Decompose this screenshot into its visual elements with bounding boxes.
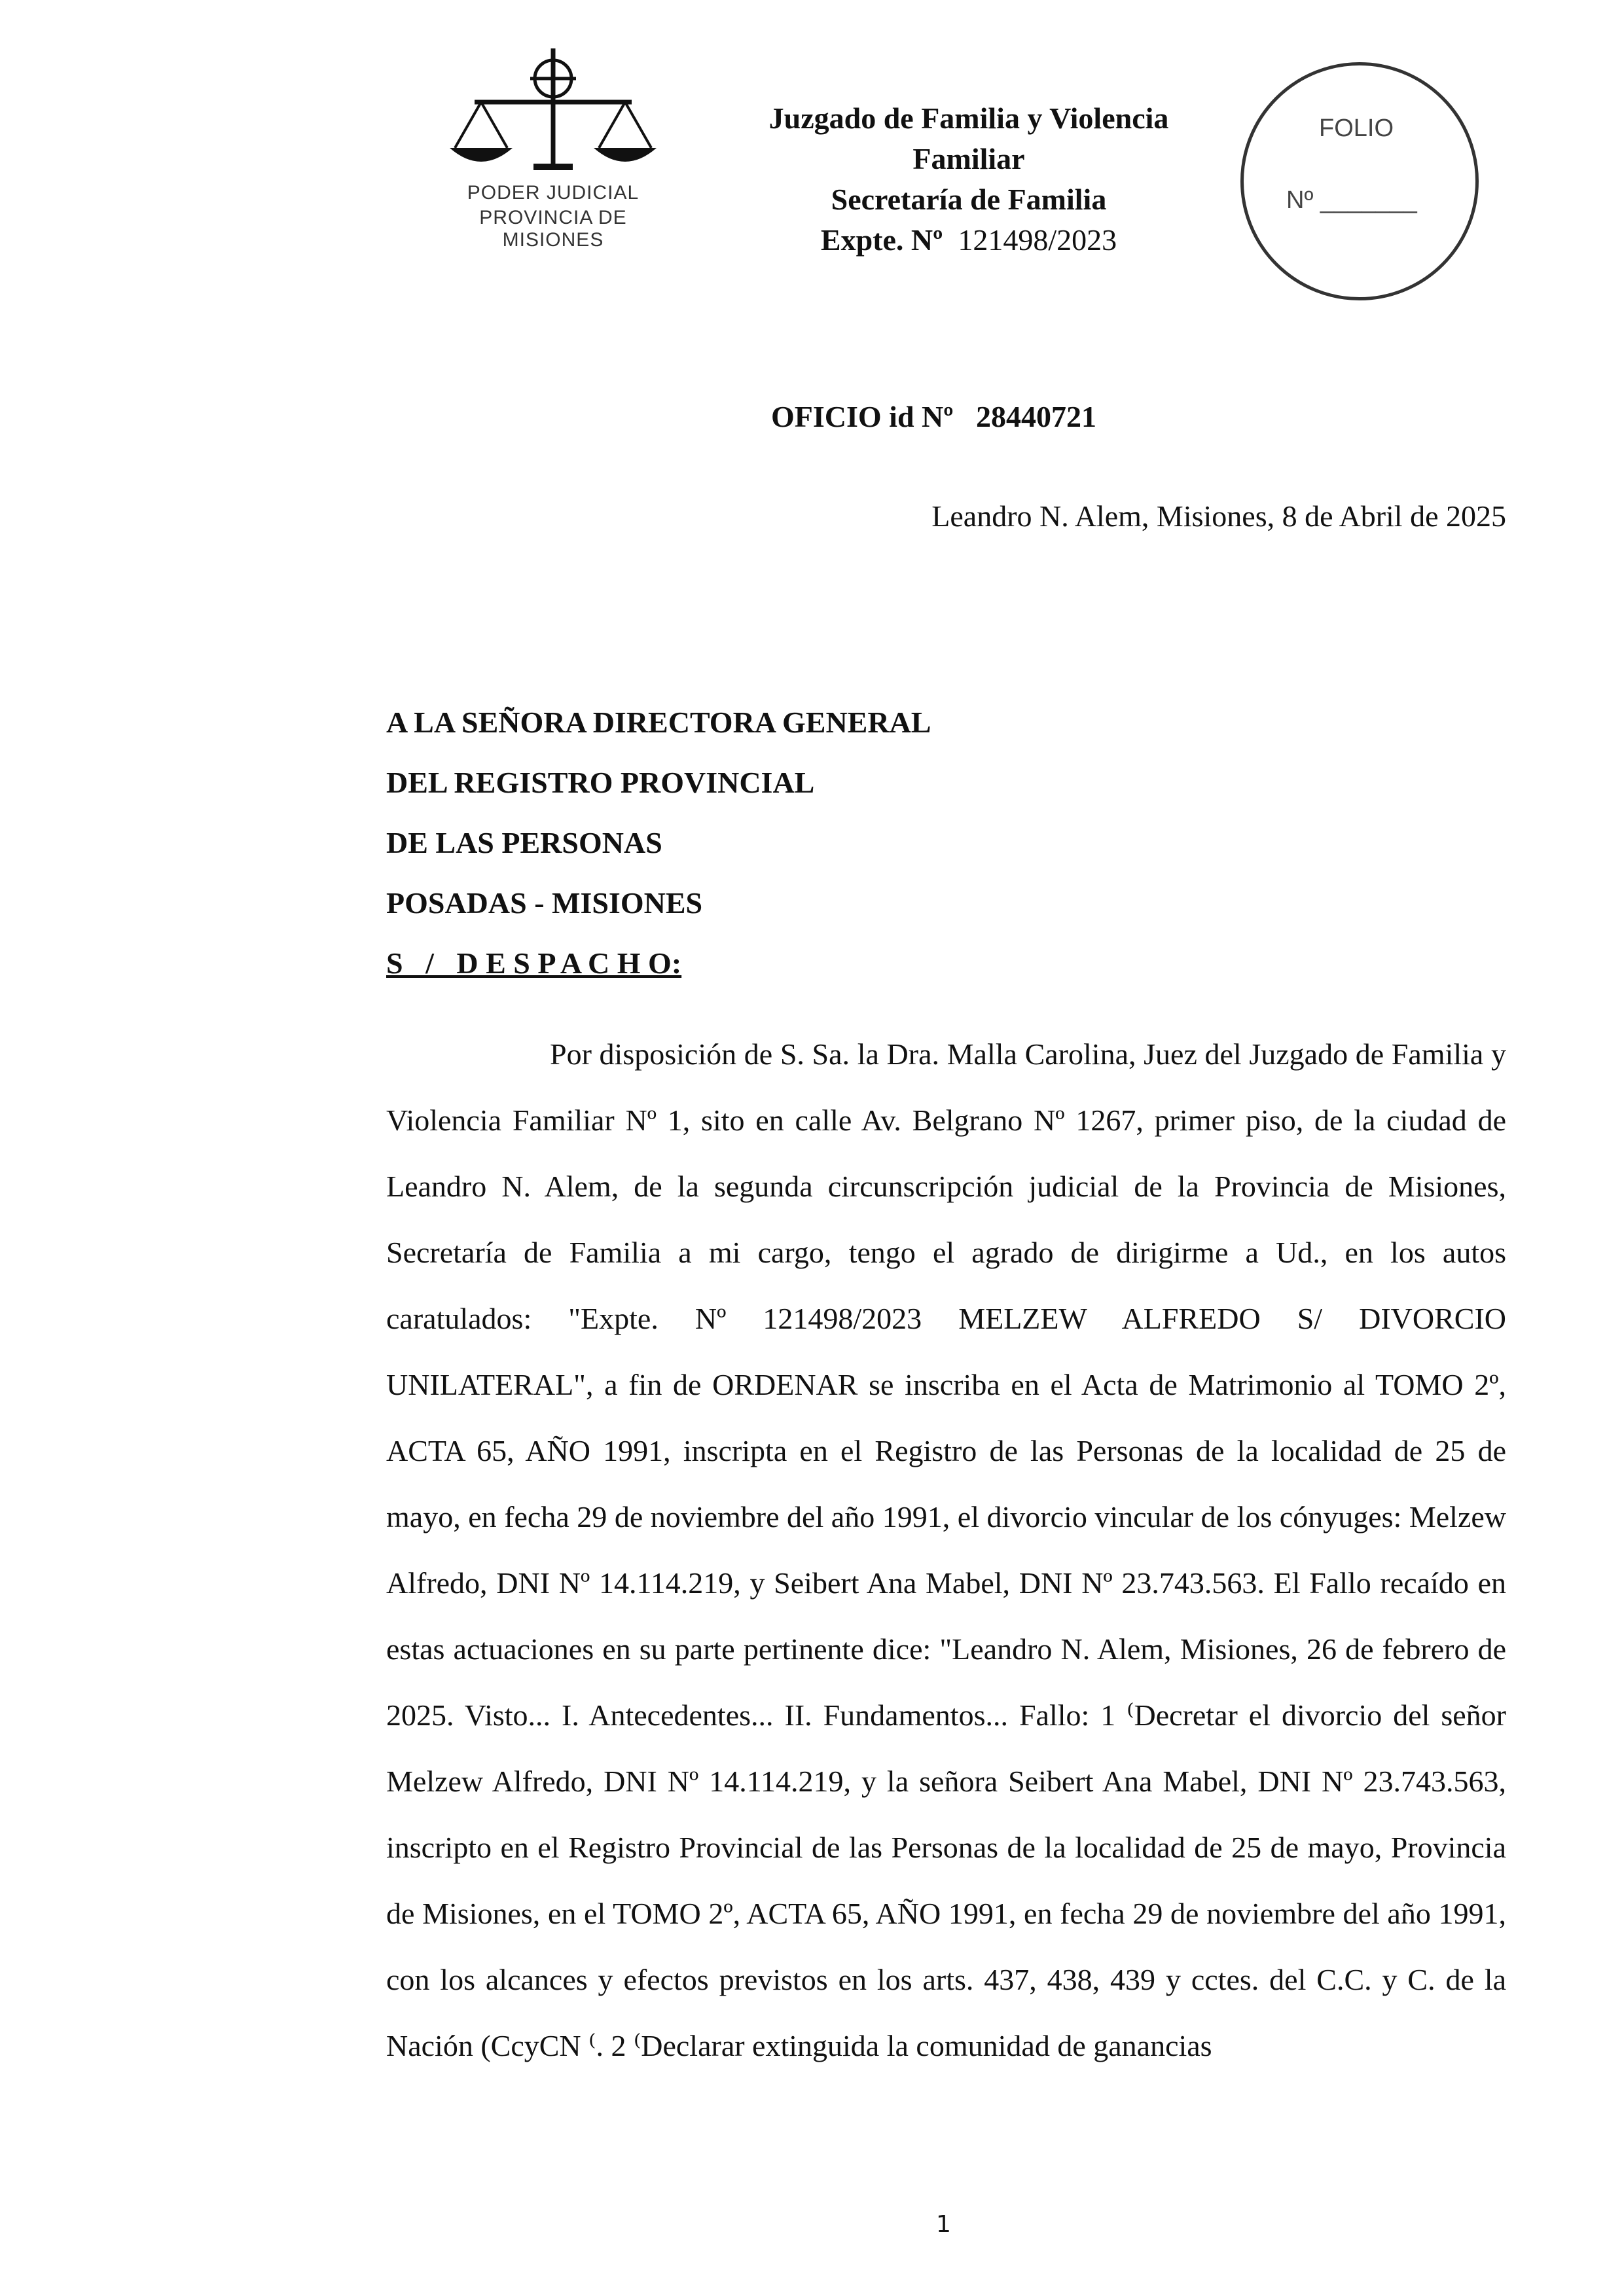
addressee-line-4: POSADAS - MISIONES — [386, 886, 703, 920]
folio-stamp — [1240, 62, 1483, 304]
addressee-line-1: A LA SEÑORA DIRECTORA GENERAL — [386, 706, 931, 739]
addressee-block — [386, 692, 931, 994]
case-file-label: Expte. Nº — [820, 223, 943, 257]
seal-line-1: PODER JUDICIAL — [467, 182, 640, 204]
secretariat-name: Secretaría de Familia — [831, 183, 1107, 216]
court-name-line-1: Juzgado de Familia y Violencia — [768, 101, 1169, 135]
page-number: 1 — [936, 2211, 951, 2238]
case-file-number — [687, 220, 1250, 260]
scales-of-justice-icon — [442, 45, 664, 172]
court-name-line-2: Familiar — [912, 142, 1025, 175]
body-paragraph: Por disposición de S. Sa. la Dra. Malla Carolina, Juez del Juzgado de Familia y Violencia Familiar Nº 1, sito en calle Av. Belgrano Nº 1267, primer piso, de la ciudad de Leandro N. Alem, de la segunda circunscripción judicial de la Provincia de Misiones, Secretaría de Familia a mi cargo, tengo el agrado de dirigirme a Ud., en los autos caratulados: "Expte. Nº 121498/2023 MELZEW ALFREDO S/ DIVORCIO UNILATERAL", a fin de ORDENAR se inscriba en el Acta de Matrimonio al TOMO 2º, ACTA 65, AÑO 1991, inscripta en el Registro de las Personas de la localidad de 25 de mayo, en fecha 29 de noviembre del año 1991, el divorcio vincular de los cónyuges: Melzew Alfredo, DNI Nº 14.114.219, y Seibert Ana Mabel, DNI Nº 23.743.563. El Fallo recaído en estas actuaciones en su parte pertinente dice: "Leandro N. Alem, Misiones, 26 de febrero de 2025. Visto... I. Antecedentes... II. Fundamentos... Fallo: 1 ⁽Decretar el divorcio del señor Melzew Alfredo, DNI Nº 14.114.219, y la señora Seibert Ana Mabel, DNI Nº 23.743.563, inscripto en el Registro Provincial de las Personas de la localidad de 25 de mayo, Provincia de Misiones, en el TOMO 2º, ACTA 65, AÑO 1991, en fecha 29 de noviembre del año 1991, con los alcances y efectos previstos en los arts. 437, 438, 439 y cctes. del C.C. y C. de la Nación (CcyCN ⁽. 2 ⁽Declarar extinguida la comunidad de ganancias — [386, 1037, 1506, 2062]
judicial-seal — [429, 45, 677, 251]
addressee-line-2: DEL REGISTRO PROVINCIAL — [386, 766, 815, 799]
folio-stamp-circle — [1240, 62, 1479, 300]
case-file-value: 121498/2023 — [958, 223, 1117, 257]
folio-number-field: Nº _______ — [1286, 187, 1417, 214]
court-header — [687, 98, 1250, 260]
folio-title: FOLIO — [1319, 115, 1394, 142]
seal-line-2: PROVINCIA DE MISIONES — [479, 207, 627, 251]
place-and-date: Leandro N. Alem, Misiones, 8 de Abril de 2025 — [931, 499, 1506, 533]
addressee-delivery-line: S / D E S P A C H O: — [386, 946, 682, 980]
addressee-line-3: DE LAS PERSONAS — [386, 826, 662, 859]
oficio-id: OFICIO id Nº 28440721 — [771, 400, 1096, 433]
